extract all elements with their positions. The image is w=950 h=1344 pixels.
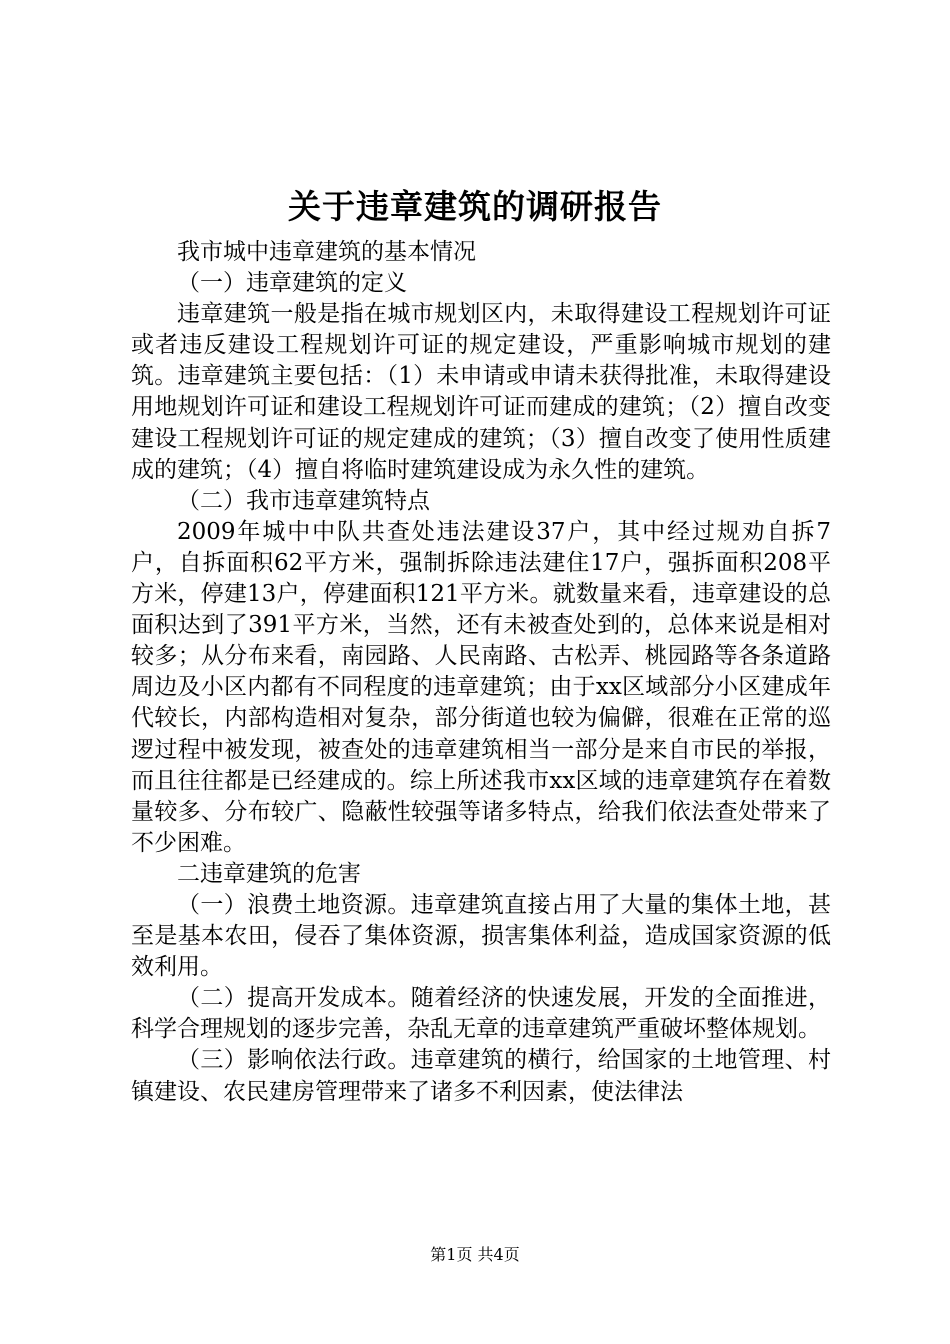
paragraph-features-heading: （二）我市违章建筑特点: [177, 487, 430, 514]
paragraph-definition-heading: （一）违章建筑的定义: [177, 270, 407, 297]
page-footer: 第1页 共4页: [430, 1245, 520, 1264]
paragraph-definition: 违章建筑一般是指在城市规划区内，未取得建设工程规划许可证或者违反建设工程规划许可证的规定建设，严重影响城市规划的建筑。违章建筑主要包括：（1）未申请或申请未获得批准，未取得建设用地规划许可证和建设工程规划许可证而建成的建筑；（2）擅自改变建设工程规划许可证的规定建成的建筑；（3）擅自改变了使用性质建成的建筑；（4）擅自将临时建筑建设成为永久性的建筑。: [131, 301, 831, 483]
paragraph-harm-heading: 二违章建筑的危害: [177, 860, 361, 887]
document-body: [131, 237, 831, 1108]
paragraph-basic-situation: 我市城中违章建筑的基本情况: [177, 239, 476, 265]
paragraph-features: 2009年城中中队共查处违法建设37户，其中经过规劝自拆7户，自拆面积62平方米，强制拆除违法建住17户，强拆面积208平方米，停建13户，停建面积121平方米。就数量来看，违章建设的总面积达到了391平方米，当然，还有未被查处到的，总体来说是相对较多；从分布来看，南园路、人民南路、古松弄、桃园路等各条道路周边及小区内都有不同程度的违章建筑；由于xx区域部分小区建成年代较长，内部构造相对复杂，部分街道也较为偏僻，很难在正常的巡逻过程中被发现，被查处的违章建筑相当一部分是来自市民的举报，而且往往都是已经建成的。综上所述我市xx区域的违章建筑存在着数量较多、分布较广、隐蔽性较强等诸多特点，给我们依法查处带来了不少困难。: [131, 518, 831, 856]
paragraph-harm-land: （一）浪费土地资源。违章建筑直接占用了大量的集体土地，甚至是基本农田，侵吞了集体资源，损害集体利益，造成国家资源的低效利用。: [131, 891, 831, 981]
document-title: 关于违章建筑的调研报告: [288, 187, 662, 226]
paragraph-harm-cost: （二）提高开发成本。随着经济的快速发展，开发的全面推进，科学合理规划的逐步完善，杂乱无章的违章建筑严重破坏整体规划。: [131, 985, 831, 1043]
paragraph-harm-administration: （三）影响依法行政。违章建筑的横行，给国家的土地管理、村镇建设、农民建房管理带来了诸多不利因素，使法律法: [131, 1047, 831, 1105]
